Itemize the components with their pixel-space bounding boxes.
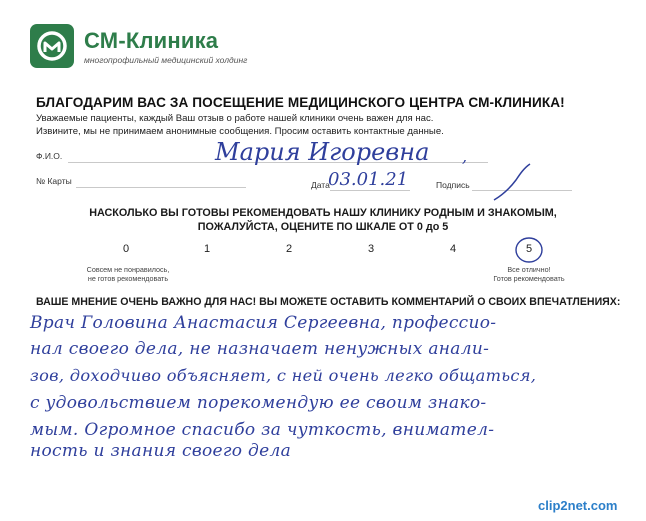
brand-name: СМ-Клиника	[84, 28, 219, 53]
card-label: № Карты	[36, 176, 72, 186]
watermark: clip2net.com	[538, 498, 618, 513]
signature-label: Подпись	[436, 180, 470, 190]
comment-line-2: нал своего дела, не назначает ненужных анали-	[30, 339, 490, 359]
score-option-1[interactable]: 1	[203, 243, 211, 255]
fio-mark: ,	[462, 147, 468, 166]
intro-line-2: Извините, мы не принимаем анонимные сообщения. Просим оставить контактные данные.	[36, 126, 444, 137]
date-underline	[330, 190, 410, 191]
scale-high-note	[484, 265, 574, 283]
score-option-0[interactable]: 0	[122, 243, 130, 255]
page-title: БЛАГОДАРИМ ВАС ЗА ПОСЕЩЕНИЕ МЕДИЦИНСКОГО ЦЕНТРА СМ-КЛИНИКА!	[36, 95, 565, 110]
comment-line-4: с удовольствием порекомендую ее своим знако-	[30, 393, 487, 413]
comment-title: ВАШЕ МНЕНИЕ ОЧЕНЬ ВАЖНО ДЛЯ НАС! ВЫ МОЖЕТЕ ОСТАВИТЬ КОММЕНТАРИЙ О СВОИХ ВПЕЧАТЛЕНИЯХ:	[36, 296, 621, 308]
scale-low-note	[80, 265, 176, 283]
score-option-3[interactable]: 3	[367, 243, 375, 255]
intro-line-1: Уважаемые пациенты, каждый Ваш отзыв о работе нашей клиники очень важен для нас.	[36, 113, 434, 124]
score-option-2[interactable]: 2	[285, 243, 293, 255]
selected-score-circle	[513, 235, 545, 265]
clinic-logo-icon	[30, 24, 74, 68]
date-label: Дата	[311, 180, 330, 190]
question-line-1: НАСКОЛЬКО ВЫ ГОТОВЫ РЕКОМЕНДОВАТЬ НАШУ КЛИНИКУ РОДНЫМ И ЗНАКОМЫМ,	[89, 207, 557, 219]
question-line-2: ПОЖАЛУЙСТА, ОЦЕНИТЕ ПО ШКАЛЕ ОТ 0 до 5	[197, 221, 449, 233]
fio-value: Мария Игоревна	[215, 138, 430, 166]
brand-tagline: многопрофильный медицинский холдинг	[84, 55, 248, 65]
signature-image	[488, 160, 536, 206]
score-option-4[interactable]: 4	[449, 243, 457, 255]
scale-high-note-line-2: Готов рекомендовать	[493, 274, 565, 283]
score-option-5[interactable]: 5	[525, 243, 533, 255]
scale-high-note-line-1: Все отлично!	[507, 265, 551, 274]
fio-label: Ф.И.О.	[36, 151, 63, 161]
card-underline	[76, 187, 246, 188]
comment-line-5: мым. Огромное спасибо за чуткость, внимател-	[30, 420, 495, 440]
comment-line-3: зов, доходчиво объясняет, с ней очень легко общаться,	[30, 366, 537, 385]
comment-line-1: Врач Головина Анастасия Сергеевна, профессио-	[30, 313, 497, 333]
scale-low-note-line-2: не готов рекомендовать	[87, 274, 169, 283]
date-value: 03.01.21	[328, 169, 409, 190]
scale-low-note-line-1: Совсем не понравилось,	[86, 265, 170, 274]
comment-line-6: ность и знания своего дела	[30, 441, 292, 461]
